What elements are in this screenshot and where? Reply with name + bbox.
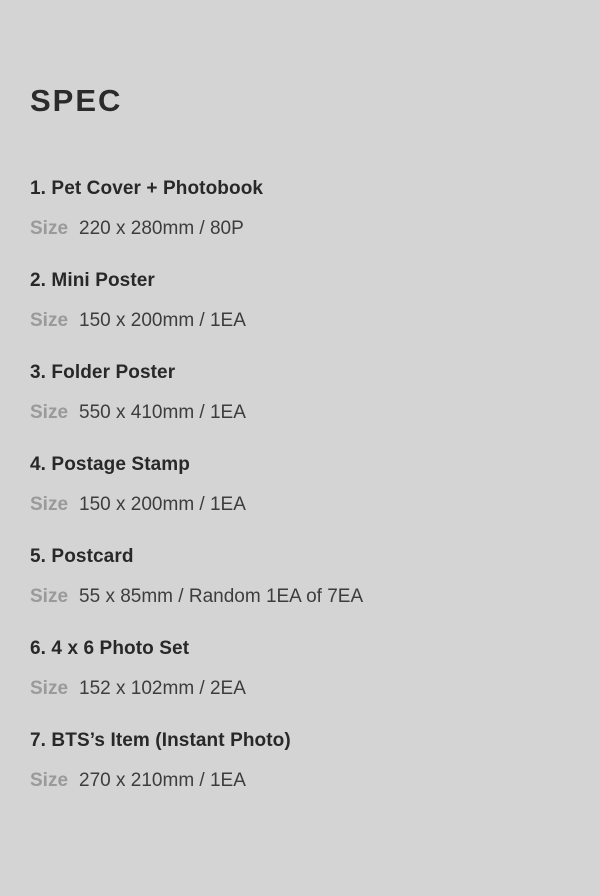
size-label: Size [30,402,69,423]
size-label: Size [30,586,69,607]
size-label: Size [30,494,69,515]
spec-item-size [30,403,570,422]
spec-item-title: 1. Pet Cover + Photobook [30,178,264,199]
spec-item-size [30,311,570,330]
size-label: Size [30,310,69,331]
spec-item [30,179,570,238]
spec-item-title: 2. Mini Poster [30,270,155,291]
spec-item [30,731,570,790]
spec-item [30,363,570,422]
spec-item [30,271,570,330]
size-value: 150 x 200mm / 1EA [79,310,246,331]
spec-item-title: 7. BTS’s Item (Instant Photo) [30,730,291,751]
size-label: Size [30,770,69,791]
spec-item-title: 4. Postage Stamp [30,454,190,475]
size-value: 220 x 280mm / 80P [79,218,244,239]
spec-item [30,547,570,606]
spec-item [30,455,570,514]
spec-item [30,639,570,698]
page-title: SPEC [30,83,123,118]
size-value: 150 x 200mm / 1EA [79,494,246,515]
spec-item-size [30,771,570,790]
spec-item-size [30,219,570,238]
spec-item-title: 3. Folder Poster [30,362,176,383]
spec-item-list [30,179,570,790]
size-value: 55 x 85mm / Random 1EA of 7EA [79,586,364,607]
size-label: Size [30,678,69,699]
spec-item-size [30,679,570,698]
spec-item-title: 6. 4 x 6 Photo Set [30,638,190,659]
size-value: 550 x 410mm / 1EA [79,402,246,423]
size-value: 152 x 102mm / 2EA [79,678,246,699]
size-label: Size [30,218,69,239]
spec-item-size [30,587,570,606]
size-value: 270 x 210mm / 1EA [79,770,246,791]
spec-item-size [30,495,570,514]
spec-item-title: 5. Postcard [30,546,134,567]
